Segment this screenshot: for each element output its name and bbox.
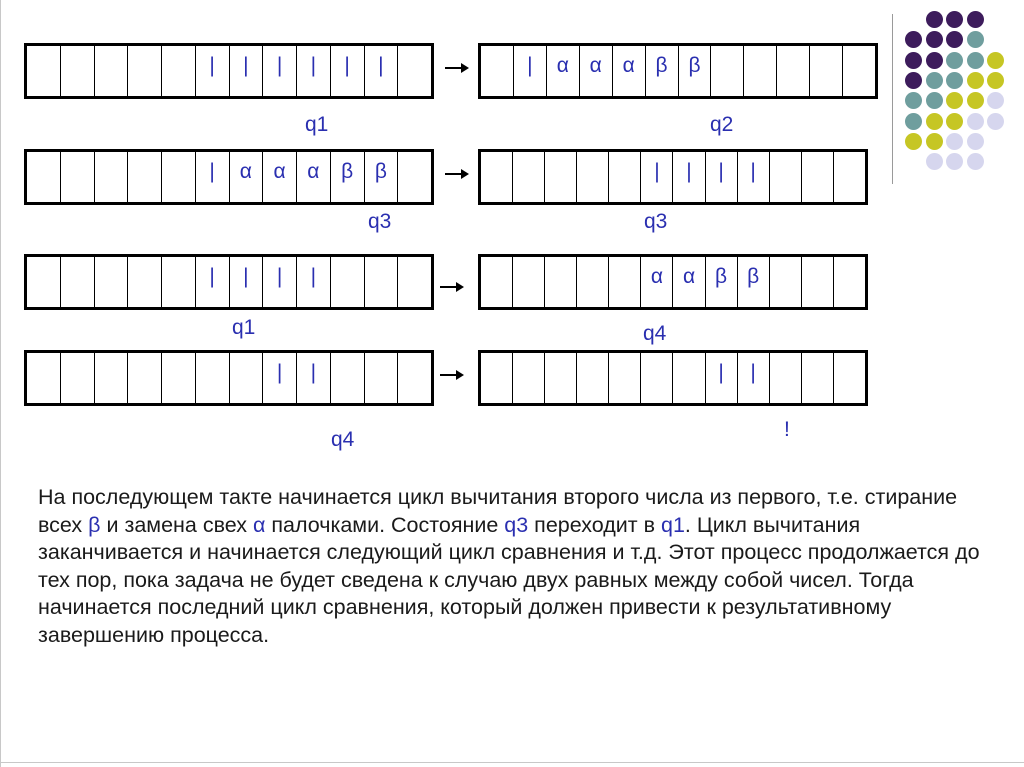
tape-cell [577, 152, 609, 202]
state-label-row4-left: q4 [331, 428, 355, 451]
decorative-dot [946, 113, 963, 130]
tape-cell: β [738, 257, 770, 307]
tape-cell [162, 353, 196, 403]
text-segment: переходит в [528, 512, 661, 537]
tape-cell [770, 152, 802, 202]
tape-cell [481, 46, 514, 96]
tape-cell: | [706, 152, 738, 202]
decorative-dot [967, 72, 984, 89]
tape-cell: α [641, 257, 673, 307]
tape-cell [545, 257, 577, 307]
decorative-dot [926, 11, 943, 28]
tape-cell [27, 353, 61, 403]
tape-cell: β [679, 46, 712, 96]
tape-cell [481, 152, 513, 202]
tape-row1-right [478, 43, 878, 99]
tape-cell: | [706, 353, 738, 403]
decorative-dot [967, 31, 984, 48]
tape-row2-right [478, 149, 868, 205]
tape-cell [365, 353, 399, 403]
tape-cell: | [297, 46, 331, 96]
tape-cell: | [297, 353, 331, 403]
tape-cell [128, 46, 162, 96]
tape-cell [834, 353, 865, 403]
tape-cell [162, 152, 196, 202]
tape-cell [481, 257, 513, 307]
decorative-dot [946, 11, 963, 28]
tape-cell [802, 353, 834, 403]
tape-cell [331, 353, 365, 403]
tape-cell: β [365, 152, 399, 202]
tape-cell [398, 46, 431, 96]
decorative-dot [946, 92, 963, 109]
tape-cell: | [673, 152, 705, 202]
decorative-dot [946, 31, 963, 48]
decorative-dot [905, 52, 922, 69]
decorative-dot [967, 11, 984, 28]
decorative-dot [905, 92, 922, 109]
tape-row3-right [478, 254, 868, 310]
tape-cell: α [263, 152, 297, 202]
tape-cell: α [547, 46, 580, 96]
tape-cell: | [263, 257, 297, 307]
state-label-row1-left: q1 [305, 113, 329, 136]
template-bottom-edge [0, 762, 1024, 763]
state-q1-inline: q1 [660, 512, 685, 537]
decorative-dot [987, 52, 1004, 69]
tape-cell: α [613, 46, 646, 96]
tape-cell [834, 257, 865, 307]
decorative-dot [967, 113, 984, 130]
tape-cell: | [230, 46, 264, 96]
tape-cell: | [196, 46, 230, 96]
tape-cell [162, 257, 196, 307]
decorative-dot [926, 92, 943, 109]
tape-cell [331, 257, 365, 307]
tape-row1-left [24, 43, 434, 99]
decorative-dot [946, 72, 963, 89]
tape-cell [843, 46, 875, 96]
tape-cell [711, 46, 744, 96]
tape-cell [27, 46, 61, 96]
tape-cell [802, 257, 834, 307]
decorative-dot [926, 113, 943, 130]
decorative-dot [926, 72, 943, 89]
decorative-dot [967, 52, 984, 69]
tape-cell [810, 46, 843, 96]
decorative-dot [926, 31, 943, 48]
decorative-dot [905, 31, 922, 48]
tape-cell: | [230, 257, 264, 307]
decorative-dot [926, 133, 943, 150]
decorative-dot [987, 72, 1004, 89]
tape-cell [609, 353, 641, 403]
state-label-row4-right: ! [784, 418, 790, 441]
tape-cell [577, 353, 609, 403]
tape-cell: α [673, 257, 705, 307]
tape-cell: | [196, 152, 230, 202]
decorative-dot [905, 72, 922, 89]
alpha-symbol: α [252, 512, 266, 537]
tape-cell: | [297, 257, 331, 307]
decorative-dot [946, 133, 963, 150]
tape-cell [513, 152, 545, 202]
tape-cell: | [331, 46, 365, 96]
decorative-dot [987, 92, 1004, 109]
template-vertical-line [892, 14, 893, 184]
tape-cell [398, 257, 431, 307]
tape-cell [61, 46, 95, 96]
state-label-row2-right: q3 [644, 210, 668, 233]
decorative-dot [926, 52, 943, 69]
tape-row4-left [24, 350, 434, 406]
tape-cell [545, 353, 577, 403]
tape-cell [398, 353, 431, 403]
tape-cell [513, 353, 545, 403]
arrow-right-icon [440, 281, 464, 293]
tape-cell [577, 257, 609, 307]
tape-cell [770, 353, 802, 403]
tape-cell [95, 257, 129, 307]
tape-cell [27, 257, 61, 307]
tape-cell [777, 46, 810, 96]
tape-cell [95, 353, 129, 403]
explanation-paragraph [38, 484, 998, 649]
tape-cell: α [230, 152, 264, 202]
tape-cell [834, 152, 865, 202]
template-left-edge [0, 0, 1, 767]
tape-cell: | [263, 46, 297, 96]
tape-cell: α [297, 152, 331, 202]
decorative-dot [967, 133, 984, 150]
tape-cell: β [331, 152, 365, 202]
tape-cell: β [706, 257, 738, 307]
tape-cell [95, 46, 129, 96]
tape-cell: | [365, 46, 399, 96]
tape-cell [641, 353, 673, 403]
decorative-dot [926, 153, 943, 170]
state-label-row3-left: q1 [232, 316, 256, 339]
tape-cell [481, 353, 513, 403]
arrow-right-icon [440, 369, 464, 381]
text-segment: . Цикл вычитания заканчивается и начинается следующий цикл сравнения и т.д. Этот процесс продолжается до тех пор, пока задача не будет сведена к случаю двух равных между собой чисел. Тогда начинается последний цикл сравнения, который должен привести к результативному завершению процесса. [38, 512, 980, 647]
text-segment: палочками. Состояние [265, 512, 505, 537]
tape-cell [196, 353, 230, 403]
tape-row3-left [24, 254, 434, 310]
tape-cell [545, 152, 577, 202]
tape-cell [230, 353, 264, 403]
tape-cell [61, 353, 95, 403]
tape-cell [128, 152, 162, 202]
tape-cell: | [196, 257, 230, 307]
tape-cell [27, 152, 61, 202]
tape-cell [398, 152, 431, 202]
state-q3-inline: q3 [504, 512, 529, 537]
tape-cell: | [641, 152, 673, 202]
state-label-row3-right: q4 [643, 322, 667, 345]
beta-symbol: β [88, 512, 101, 537]
text-segment: На последующем такте начинается цикл вычитания второго числа из первого, т.е. стирание всех [38, 485, 958, 537]
tape-cell [802, 152, 834, 202]
tape-cell [128, 257, 162, 307]
decorative-dot [946, 153, 963, 170]
decorative-dot [987, 113, 1004, 130]
tape-cell [609, 257, 641, 307]
tape-cell [609, 152, 641, 202]
decorative-dot [946, 52, 963, 69]
tape-cell: | [514, 46, 547, 96]
decorative-dot [905, 133, 922, 150]
tape-cell [770, 257, 802, 307]
tape-cell: | [263, 353, 297, 403]
tape-cell [673, 353, 705, 403]
tape-cell [61, 152, 95, 202]
tape-cell: β [646, 46, 679, 96]
state-label-row2-left: q3 [368, 210, 392, 233]
tape-cell [513, 257, 545, 307]
text-segment: и замена свех [100, 512, 253, 537]
decorative-dot [967, 92, 984, 109]
tape-cell [61, 257, 95, 307]
tape-row2-left [24, 149, 434, 205]
tape-cell [95, 152, 129, 202]
tape-cell [744, 46, 777, 96]
decorative-dot [905, 113, 922, 130]
tape-cell: α [580, 46, 613, 96]
decorative-dot [967, 153, 984, 170]
tape-cell [128, 353, 162, 403]
state-label-row1-right: q2 [710, 113, 734, 136]
tape-cell: | [738, 353, 770, 403]
arrow-right-icon [445, 62, 469, 74]
tape-cell: | [738, 152, 770, 202]
tape-cell [162, 46, 196, 96]
tape-row4-right [478, 350, 868, 406]
tape-cell [365, 257, 399, 307]
arrow-right-icon [445, 168, 469, 180]
